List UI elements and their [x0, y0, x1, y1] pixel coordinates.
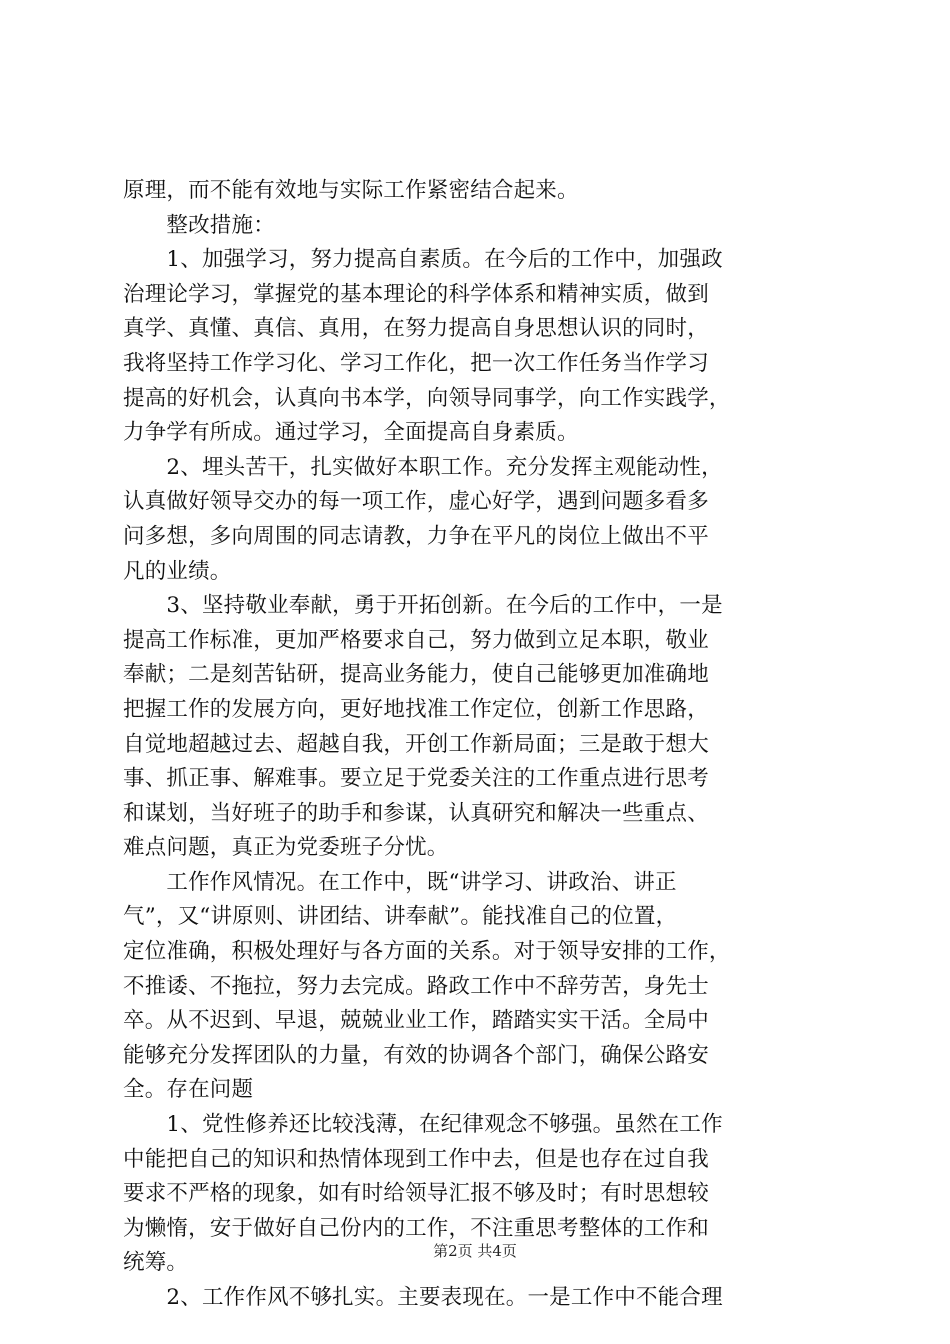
text-line: 奉献；二是刻苦钻研，提高业务能力，使自己能够更加准确地: [123, 662, 709, 688]
text-line: 工作作风情况。在工作中，既“讲学习、讲政治、讲正: [123, 869, 677, 895]
text-line: 1、加强学习，努力提高自素质。在今后的工作中，加强政: [123, 247, 723, 273]
text-line: 气”，又“讲原则、讲团结、讲奉献”。能找准自己的位置，: [123, 904, 678, 930]
text-line: 自觉地超越过去、超越自我，开创工作新局面；三是敢于想大: [123, 731, 709, 757]
text-line: 不推诿、不拖拉，努力去完成。路政工作中不辞劳苦，身先士: [123, 973, 709, 999]
text-line: 定位准确，积极处理好与各方面的关系。对于领导安排的工作，: [123, 939, 731, 965]
text-line: 力争学有所成。通过学习，全面提高自身素质。: [123, 420, 579, 446]
text-line: 我将坚持工作学习化、学习工作化，把一次工作任务当作学习: [123, 350, 709, 376]
text-line: 2、工作作风不够扎实。主要表现在。一是工作中不能合理: [123, 1285, 723, 1310]
text-line: 中能把自己的知识和热情体现到工作中去，但是也存在过自我: [123, 1146, 709, 1172]
text-line: 问多想，多向周围的同志请教，力争在平凡的岗位上做出不平: [123, 523, 709, 549]
text-line: 卒。从不迟到、早退，兢兢业业工作，踏踏实实干活。全局中: [123, 1008, 709, 1034]
page-number-footer: 第2页 共4页: [433, 1242, 517, 1260]
text-line: 把握工作的发展方向，更好地找准工作定位，创新工作思路，: [123, 696, 709, 722]
text-line: 统筹。: [123, 1250, 189, 1276]
text-line: 难点问题，真正为党委班子分忧。: [123, 835, 449, 861]
text-line: 整改措施：: [123, 212, 275, 238]
text-line: 事、抓正事、解难事。要立足于党委关注的工作重点进行思考: [123, 766, 709, 792]
text-line: 为懒惰，安于做好自己份内的工作，不注重思考整体的工作和: [123, 1215, 709, 1241]
text-line: 原理，而不能有效地与实际工作紧密结合起来。: [123, 178, 579, 203]
text-line: 2、埋头苦干，扎实做好本职工作。充分发挥主观能动性，: [123, 454, 723, 480]
text-line: 提高的好机会，认真向书本学，向领导同事学，向工作实践学，: [123, 385, 731, 411]
text-line: 3、坚持敬业奉献，勇于开拓创新。在今后的工作中，一是: [123, 593, 723, 619]
text-line: 认真做好领导交办的每一项工作，虚心好学，遇到问题多看多: [123, 489, 709, 515]
document-body: [123, 174, 843, 1316]
text-line: 全。存在问题: [123, 1077, 254, 1103]
text-line: 和谋划，当好班子的助手和参谋，认真研究和解决一些重点、: [123, 800, 709, 826]
text-line: 能够充分发挥团队的力量，有效的协调各个部门，确保公路安: [123, 1042, 709, 1068]
text-line: 提高工作标准，更加严格要求自己，努力做到立足本职，敬业: [123, 627, 709, 653]
text-line: 治理论学习，掌握党的基本理论的科学体系和精神实质，做到: [123, 281, 709, 307]
text-line: 真学、真懂、真信、真用，在努力提高自身思想认识的同时，: [123, 316, 709, 342]
text-line: 要求不严格的现象，如有时给领导汇报不够及时；有时思想较: [123, 1181, 709, 1207]
text-line: 1、党性修养还比较浅薄，在纪律观念不够强。虽然在工作: [123, 1112, 723, 1138]
text-line: 凡的业绩。: [123, 558, 232, 584]
